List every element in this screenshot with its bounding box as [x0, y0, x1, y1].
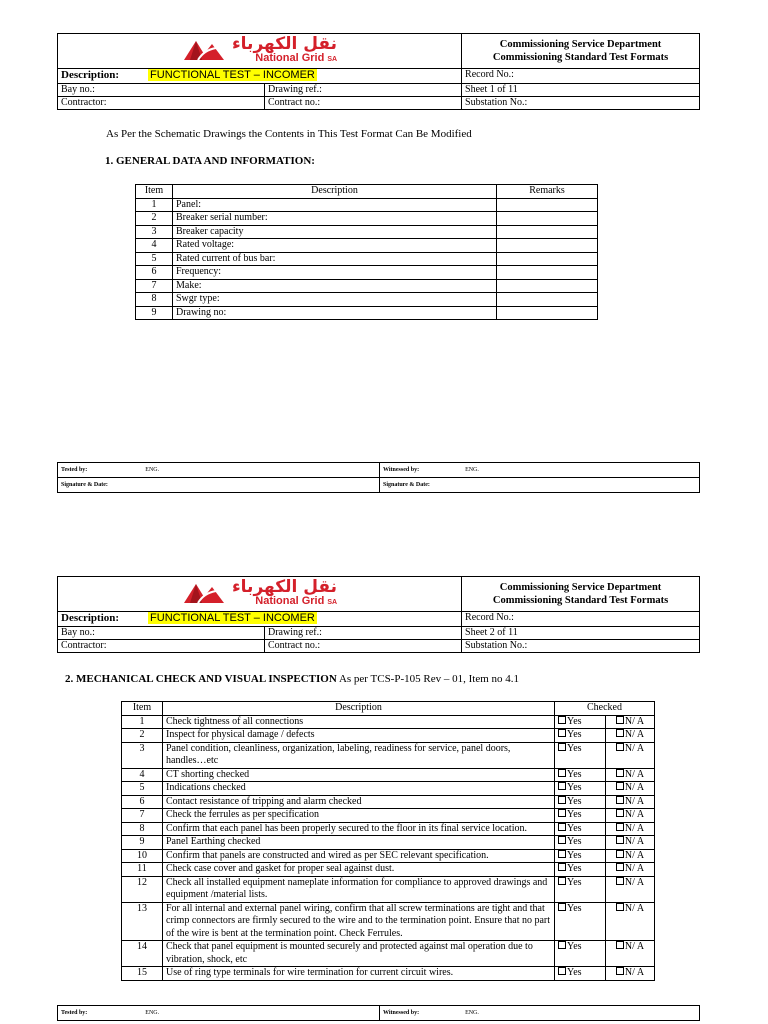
record-no-field[interactable]: Record No.:: [462, 612, 700, 627]
section-2-title: [65, 673, 519, 685]
gd-row: [136, 279, 598, 293]
na-option[interactable]: [606, 967, 655, 981]
gd-row: [136, 198, 598, 212]
witnessed-by-eng: ENG.: [465, 467, 479, 473]
na-checkbox-icon[interactable]: [616, 769, 624, 777]
gd-description: Breaker serial number:: [173, 212, 497, 226]
yes-option[interactable]: [555, 768, 606, 782]
drawing-ref-field[interactable]: Drawing ref.:: [265, 84, 462, 97]
gd-header-remarks: Remarks: [497, 185, 598, 199]
drawing-ref-field[interactable]: Drawing ref.:: [265, 627, 462, 640]
mc-item-number: 1: [122, 715, 163, 729]
yes-option[interactable]: [555, 863, 606, 877]
na-label: N/ A: [624, 902, 645, 914]
mc-row: [122, 715, 655, 729]
mc-description: Check tightness of all connections: [163, 715, 555, 729]
mc-item-number: 10: [122, 849, 163, 863]
description-label: Description:: [61, 69, 120, 81]
witnessed-signature-label: Signature & Date:: [383, 482, 430, 488]
mc-row: [122, 941, 655, 967]
national-grid-logo: [182, 579, 337, 607]
na-option[interactable]: [606, 836, 655, 850]
na-option[interactable]: [606, 941, 655, 967]
na-checkbox-icon[interactable]: [616, 903, 624, 911]
gd-remarks[interactable]: [497, 293, 598, 307]
general-data-table: [135, 184, 598, 320]
page1-signature-block: [57, 462, 700, 493]
mc-description: Check the ferrules as per specification: [163, 809, 555, 823]
yes-option[interactable]: [555, 967, 606, 981]
mc-description: CT shorting checked: [163, 768, 555, 782]
witnessed-by-label: Witnessed by:: [383, 467, 420, 473]
mc-item-number: 12: [122, 876, 163, 902]
mc-description: Panel condition, cleanliness, organization, labeling, readiness for service, panel doors, handles…etc: [163, 742, 555, 768]
substation-no-field[interactable]: Substation No.:: [462, 97, 700, 110]
record-no-field[interactable]: Record No.:: [462, 69, 700, 84]
na-checkbox-icon[interactable]: [616, 836, 624, 844]
na-label: N/ A: [624, 876, 645, 888]
tested-by-eng: ENG.: [145, 1010, 160, 1016]
gd-item-number: 8: [136, 293, 173, 307]
yes-option[interactable]: [555, 822, 606, 836]
tested-signature-cell[interactable]: [58, 478, 380, 493]
yes-option[interactable]: [555, 729, 606, 743]
na-checkbox-icon[interactable]: [616, 809, 624, 817]
mc-description: Inspect for physical damage / defects: [163, 729, 555, 743]
mc-item-number: 3: [122, 742, 163, 768]
mc-item-number: 9: [122, 836, 163, 850]
brand-arabic: نقل الكهرباء: [231, 577, 338, 597]
gd-row: [136, 306, 598, 320]
yes-checkbox-icon[interactable]: [558, 863, 566, 871]
gd-description: Make:: [173, 279, 497, 293]
yes-label: Yes: [567, 715, 582, 727]
gd-row: [136, 239, 598, 253]
na-option[interactable]: [606, 768, 655, 782]
gd-remarks[interactable]: [497, 306, 598, 320]
yes-checkbox-icon[interactable]: [558, 809, 566, 817]
mc-header-checked: Checked: [555, 702, 655, 716]
na-label: N/ A: [624, 782, 645, 793]
yes-checkbox-icon[interactable]: [558, 823, 566, 831]
na-checkbox-icon[interactable]: [616, 782, 624, 790]
gd-item-number: 3: [136, 225, 173, 239]
yes-checkbox-icon[interactable]: [558, 716, 566, 724]
na-label: N/ A: [624, 941, 645, 952]
na-label: N/ A: [624, 822, 645, 834]
na-label: N/ A: [624, 836, 645, 847]
mc-row: [122, 902, 655, 941]
mc-description: Contact resistance of tripping and alarm checked: [163, 795, 555, 809]
tested-by-eng: ENG.: [145, 467, 160, 473]
yes-checkbox-icon[interactable]: [558, 850, 566, 858]
mc-row: [122, 822, 655, 836]
na-checkbox-icon[interactable]: [616, 967, 624, 975]
bay-no-field[interactable]: Bay no.:: [58, 627, 265, 640]
gd-row: [136, 225, 598, 239]
gd-remarks[interactable]: [497, 198, 598, 212]
gd-item-number: 6: [136, 266, 173, 280]
yes-option[interactable]: [555, 715, 606, 729]
mc-row: [122, 809, 655, 823]
mc-row: [122, 729, 655, 743]
section-1-title: 1. GENERAL DATA AND INFORMATION:: [105, 155, 315, 167]
yes-option[interactable]: [555, 795, 606, 809]
gd-row: [136, 252, 598, 266]
mc-row: [122, 795, 655, 809]
mc-item-number: 7: [122, 809, 163, 823]
logo-cell: [58, 577, 462, 612]
mc-description: Check that panel equipment is mounted securely and protected against mal operation due to vibration, shock, etc: [163, 941, 555, 967]
tested-by-cell[interactable]: [58, 1006, 380, 1021]
mc-item-number: 6: [122, 795, 163, 809]
yes-checkbox-icon[interactable]: [558, 782, 566, 790]
yes-option[interactable]: [555, 902, 606, 941]
yes-label: Yes: [567, 742, 582, 754]
na-option[interactable]: [606, 809, 655, 823]
gd-item-number: 7: [136, 279, 173, 293]
description-label: Description:: [61, 612, 120, 624]
mc-row: [122, 768, 655, 782]
mc-row: [122, 782, 655, 796]
national-grid-logo-icon: [182, 38, 226, 62]
na-checkbox-icon[interactable]: [616, 823, 624, 831]
tested-by-cell[interactable]: [58, 463, 380, 478]
mc-description: Confirm that each panel has been properly secured to the floor in its final service location.: [163, 822, 555, 836]
gd-description: Rated current of bus bar:: [173, 252, 497, 266]
gd-remarks[interactable]: [497, 279, 598, 293]
gd-remarks[interactable]: [497, 239, 598, 253]
yes-checkbox-icon[interactable]: [558, 941, 566, 949]
page2-header: [57, 576, 700, 653]
department-cell: [462, 34, 700, 69]
substation-no-field[interactable]: Substation No.:: [462, 640, 700, 653]
yes-label: Yes: [567, 729, 582, 740]
gd-description: Frequency:: [173, 266, 497, 280]
mc-item-number: 13: [122, 902, 163, 941]
brand-suffix: SA: [327, 599, 338, 606]
na-label: N/ A: [624, 742, 645, 754]
national-grid-logo-icon: [182, 581, 226, 605]
yes-label: Yes: [567, 809, 582, 820]
mc-item-number: 14: [122, 941, 163, 967]
yes-checkbox-icon[interactable]: [558, 743, 566, 751]
na-checkbox-icon[interactable]: [616, 863, 624, 871]
contractor-field[interactable]: Contractor:: [58, 640, 265, 653]
mc-description: Panel Earthing checked: [163, 836, 555, 850]
yes-label: Yes: [567, 782, 582, 793]
yes-checkbox-icon[interactable]: [558, 877, 566, 885]
gd-item-number: 1: [136, 198, 173, 212]
bay-no-field[interactable]: Bay no.:: [58, 84, 265, 97]
na-option[interactable]: [606, 849, 655, 863]
contractor-field[interactable]: Contractor:: [58, 97, 265, 110]
mc-description: Confirm that panels are constructed and wired as per SEC relevant specification.: [163, 849, 555, 863]
witnessed-by-cell[interactable]: [380, 1006, 700, 1021]
mc-row: [122, 967, 655, 981]
yes-checkbox-icon[interactable]: [558, 796, 566, 804]
gd-header-item: Item: [136, 185, 173, 199]
yes-label: Yes: [567, 876, 582, 888]
yes-label: Yes: [567, 902, 582, 914]
department-line1: Commissioning Service Department: [499, 582, 662, 593]
mc-item-number: 8: [122, 822, 163, 836]
department-line2: Commissioning Standard Test Formats: [492, 595, 669, 606]
mc-description: Check case cover and gasket for proper seal against dust.: [163, 863, 555, 877]
na-option[interactable]: [606, 863, 655, 877]
mc-description: Check all installed equipment nameplate information for compliance to approved drawings and equipment /material lists.: [163, 876, 555, 902]
description-cell: [58, 612, 462, 627]
mc-row: [122, 836, 655, 850]
yes-checkbox-icon[interactable]: [558, 769, 566, 777]
gd-row: [136, 293, 598, 307]
brand-suffix: SA: [327, 56, 338, 63]
tested-signature-label: Signature & Date:: [61, 482, 108, 488]
na-label: N/ A: [624, 809, 645, 820]
gd-remarks[interactable]: [497, 252, 598, 266]
page1-header: [57, 33, 700, 110]
mc-description: Use of ring type terminals for wire termination for current circuit wires.: [163, 967, 555, 981]
mc-description: Indications checked: [163, 782, 555, 796]
tested-by-label: Tested by:: [61, 467, 88, 473]
brand-arabic: نقل الكهرباء: [231, 34, 338, 54]
gd-remarks[interactable]: [497, 266, 598, 280]
na-checkbox-icon[interactable]: [616, 877, 624, 885]
yes-option[interactable]: [555, 941, 606, 967]
gd-header-description: Description: [173, 185, 497, 199]
gd-item-number: 5: [136, 252, 173, 266]
mc-description: For all internal and external panel wiring, confirm that all screw terminations are tight and that crimp connectors are firmly secured to the wire and to the termination point. Ensure that no part of the wire is bent at the termination point. Check Ferrules.: [163, 902, 555, 941]
na-label: N/ A: [624, 768, 645, 780]
yes-label: Yes: [567, 941, 582, 952]
contract-no-field[interactable]: Contract no.:: [265, 640, 462, 653]
mc-row: [122, 742, 655, 768]
gd-description: Swgr type:: [173, 293, 497, 307]
witnessed-by-cell[interactable]: [380, 463, 700, 478]
mc-row: [122, 863, 655, 877]
na-label: N/ A: [624, 795, 645, 807]
modification-note: As Per the Schematic Drawings the Contents in This Test Format Can Be Modified: [106, 128, 472, 140]
mc-header-item: Item: [122, 702, 163, 716]
department-line2: Commissioning Standard Test Formats: [492, 52, 669, 63]
yes-option[interactable]: [555, 782, 606, 796]
brand-english: National Grid: [255, 595, 325, 607]
gd-description: Panel:: [173, 198, 497, 212]
witnessed-by-eng: ENG.: [465, 1010, 479, 1016]
yes-label: Yes: [567, 822, 582, 834]
na-option[interactable]: [606, 902, 655, 941]
witnessed-signature-cell[interactable]: [380, 478, 700, 493]
yes-checkbox-icon[interactable]: [558, 967, 566, 975]
brand-english: National Grid: [255, 52, 325, 64]
na-option[interactable]: [606, 782, 655, 796]
na-checkbox-icon[interactable]: [616, 729, 624, 737]
gd-row: [136, 266, 598, 280]
na-label: N/ A: [624, 849, 645, 861]
yes-label: Yes: [567, 863, 582, 874]
mc-row: [122, 876, 655, 902]
logo-cell: [58, 34, 462, 69]
department-line1: Commissioning Service Department: [499, 39, 662, 50]
na-option[interactable]: [606, 795, 655, 809]
tested-by-label: Tested by:: [61, 1010, 88, 1016]
mc-row: [122, 849, 655, 863]
mc-header-description: Description: [163, 702, 555, 716]
gd-description: Breaker capacity: [173, 225, 497, 239]
mechanical-check-table: [121, 701, 655, 981]
yes-label: Yes: [567, 967, 582, 978]
na-label: N/ A: [624, 863, 645, 874]
yes-label: Yes: [567, 836, 582, 847]
na-option[interactable]: [606, 742, 655, 768]
gd-remarks[interactable]: [497, 212, 598, 226]
mc-item-number: 4: [122, 768, 163, 782]
yes-checkbox-icon[interactable]: [558, 729, 566, 737]
na-option[interactable]: [606, 729, 655, 743]
yes-label: Yes: [567, 768, 582, 780]
na-checkbox-icon[interactable]: [616, 743, 624, 751]
page2-signature-block: [57, 1005, 700, 1021]
gd-remarks[interactable]: [497, 225, 598, 239]
yes-checkbox-icon[interactable]: [558, 836, 566, 844]
na-label: N/ A: [624, 729, 645, 740]
na-option[interactable]: [606, 876, 655, 902]
gd-description: Drawing no:: [173, 306, 497, 320]
na-checkbox-icon[interactable]: [616, 796, 624, 804]
yes-option[interactable]: [555, 742, 606, 768]
na-checkbox-icon[interactable]: [616, 850, 624, 858]
gd-item-number: 9: [136, 306, 173, 320]
yes-option[interactable]: [555, 876, 606, 902]
yes-label: Yes: [567, 795, 582, 807]
na-label: N/ A: [624, 715, 645, 727]
na-checkbox-icon[interactable]: [616, 941, 624, 949]
description-cell: [58, 69, 462, 84]
mc-item-number: 5: [122, 782, 163, 796]
witnessed-by-label: Witnessed by:: [383, 1010, 420, 1016]
gd-item-number: 4: [136, 239, 173, 253]
sheet-field: Sheet 2 of 11: [462, 627, 700, 640]
national-grid-logo: [182, 36, 337, 64]
section-2-reference: As per TCS-P-105 Rev – 01, Item no 4.1: [336, 673, 520, 685]
mc-item-number: 2: [122, 729, 163, 743]
gd-description: Rated voltage:: [173, 239, 497, 253]
mc-item-number: 11: [122, 863, 163, 877]
yes-option[interactable]: [555, 836, 606, 850]
na-label: N/ A: [624, 967, 645, 978]
contract-no-field[interactable]: Contract no.:: [265, 97, 462, 110]
mc-item-number: 15: [122, 967, 163, 981]
yes-option[interactable]: [555, 849, 606, 863]
yes-checkbox-icon[interactable]: [558, 903, 566, 911]
na-option[interactable]: [606, 822, 655, 836]
description-value: FUNCTIONAL TEST – INCOMER: [150, 612, 315, 624]
na-option[interactable]: [606, 715, 655, 729]
yes-option[interactable]: [555, 809, 606, 823]
na-checkbox-icon[interactable]: [616, 716, 624, 724]
description-value: FUNCTIONAL TEST – INCOMER: [150, 69, 315, 81]
section-2-heading: 2. MECHANICAL CHECK AND VISUAL INSPECTION: [65, 673, 337, 685]
gd-row: [136, 212, 598, 226]
gd-item-number: 2: [136, 212, 173, 226]
sheet-field: Sheet 1 of 11: [462, 84, 700, 97]
department-cell: [462, 577, 700, 612]
yes-label: Yes: [567, 849, 582, 861]
